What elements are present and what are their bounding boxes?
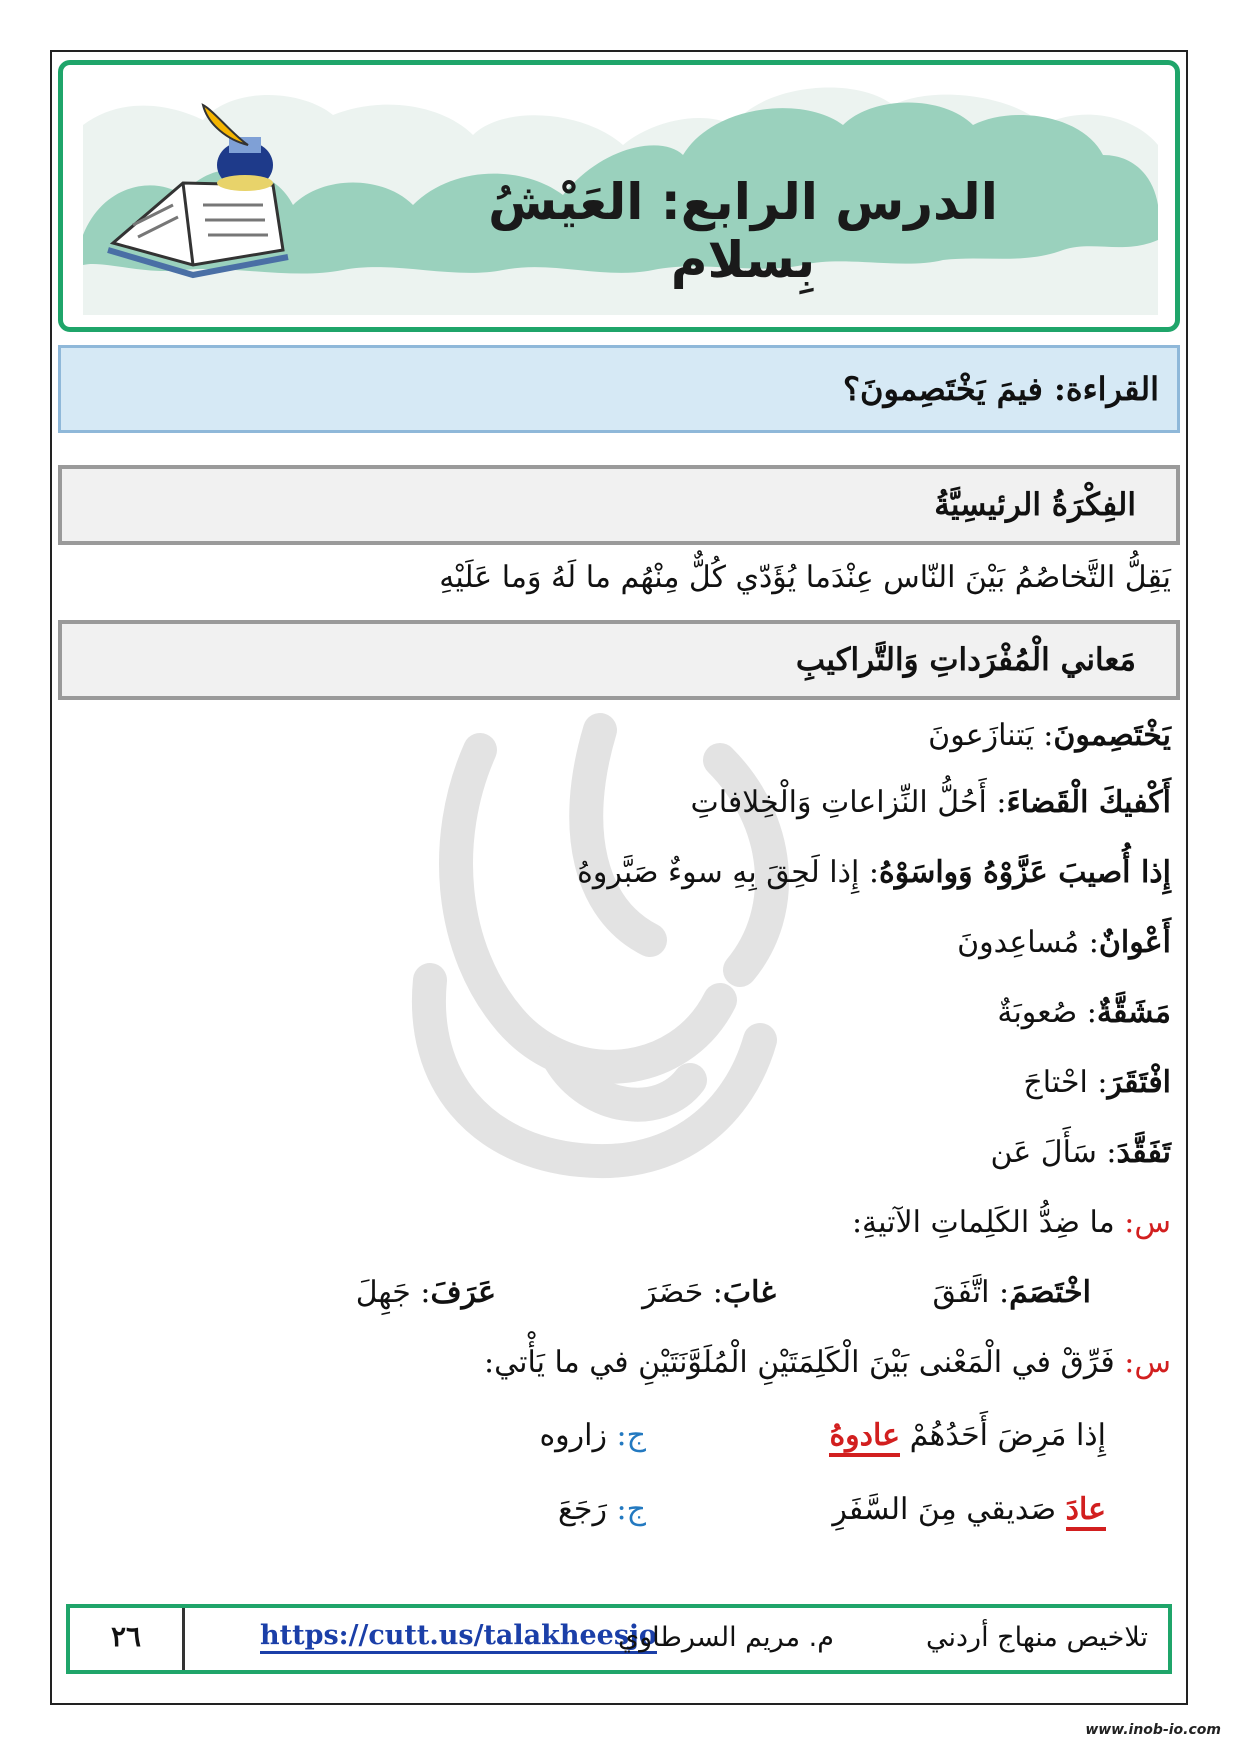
highlighted-word: عادَ [1066,1492,1106,1531]
vocab-term: تَفَقَّدَ [1116,1135,1171,1170]
page-number: ٢٦ [110,1620,142,1653]
opposite-pair: اخْتَصَمَ: اتَّفَقَ [932,1275,1091,1310]
vocabulary-heading: مَعاني الْمُفْرَداتِ وَالتَّراكيبِ [795,642,1136,678]
site-credit: www.inob-io.com [1085,1722,1221,1738]
answer-label: ج: [616,1418,646,1453]
page-footer [66,1604,1172,1674]
question-text: فَرِّقْ في الْمَعْنى بَيْنَ الْكَلِمَتَيْنِ الْمُلَوَّنَتَيْنِ في ما يَأْتي: [484,1345,1115,1380]
opposite-pair: غابَ: حَضَرَ [642,1275,776,1310]
question-2 [484,1345,1171,1380]
vocab-term: أَعْوانٌ [1098,925,1171,960]
footer-link[interactable]: https://cutt.us/talakheesjo [260,1620,657,1654]
opposite-word: عَرَفَ [430,1275,496,1310]
vocab-row: تَفَقَّدَ: سَأَلَ عَن [990,1135,1171,1170]
vocab-meaning: صُعوبَةٌ [997,995,1078,1030]
question-label: س: [1124,1205,1171,1240]
opposite-pair: عَرَفَ: جَهِلَ [355,1275,496,1310]
highlighted-word: عادوهُ [829,1418,900,1457]
vocab-meaning: سَأَلَ عَن [990,1135,1097,1170]
vocab-row: إِذا أُصيبَ عَزَّوْهُ وَواسَوْهُ: إِذا لَحِقَ بِهِ سوءٌ صَبَّروهُ [577,855,1171,890]
vocab-row: مَشَقَّةٌ: صُعوبَةٌ [997,995,1171,1030]
reading-title-box [58,345,1180,433]
sentence-row [832,1492,1106,1527]
opposite-word: اخْتَصَمَ [1009,1275,1091,1310]
vocab-meaning: احْتاجَ [1023,1065,1088,1100]
vocab-term: إِذا أُصيبَ عَزَّوْهُ وَواسَوْهُ [878,855,1171,890]
opposite-answer: جَهِلَ [355,1275,411,1310]
vocab-term: مَشَقَّةٌ [1096,995,1171,1030]
sentence-after: صَديقي مِنَ السَّفَرِ [832,1492,1057,1527]
vocab-meaning: إِذا لَحِقَ بِهِ سوءٌ صَبَّروهُ [577,855,860,890]
vocab-row: أَكْفيكَ الْقَضاءَ: أَحُلُّ النِّزاعاتِ وَالْخِلافاتِ [690,785,1171,820]
opposite-word: غابَ [722,1275,776,1310]
vocab-term: افْتَقَرَ [1107,1065,1171,1100]
answer-row [558,1492,646,1527]
footer-divider [182,1608,185,1670]
question-1 [852,1205,1171,1240]
question-text: ما ضِدُّ الكَلِماتِ الآتيةِ: [851,1205,1115,1240]
vocab-meaning: مُساعِدونَ [957,925,1080,960]
sentence-row [829,1418,1106,1453]
main-idea-text: يَقِلُّ التَّخاصُمُ بَيْنَ النّاس عِنْدَما يُؤَدّي كُلٌّ مِنْهُم ما لَهُ وَما عَلَيْهِ [439,560,1171,595]
vocab-meaning: يَتنازَعونَ [928,718,1034,753]
reading-title: القراءة: فيمَ يَخْتَصِمونَ؟ [842,370,1159,408]
opposite-answer: اتَّفَقَ [932,1275,990,1310]
footer-author: م. مريم السرطاوي [618,1622,834,1653]
answer-text: زاروه [539,1418,607,1453]
main-idea-heading: الفِكْرَةُ الرئيسِيَّةُ [934,487,1136,523]
lesson-title: الدرس الرابع: العَيْشُ بِسلام [488,173,998,289]
vocab-meaning: أَحُلُّ النِّزاعاتِ وَالْخِلافاتِ [690,785,987,820]
footer-brand: تلاخيص منهاج أردني [926,1622,1148,1653]
vocab-term: يَخْتَصِمونَ [1053,718,1171,753]
watermark-calligraphy [360,680,880,1240]
answer-text: رَجَعَ [557,1492,607,1527]
vocab-row: أَعْوانٌ: مُساعِدونَ [957,925,1171,960]
vocab-term: أَكْفيكَ الْقَضاءَ [1006,785,1171,820]
answer-label: ج: [616,1492,646,1527]
question-label: س: [1124,1345,1171,1380]
vocab-row: يَخْتَصِمونَ: يَتنازَعونَ [928,718,1171,753]
main-idea-heading-box [58,465,1180,545]
answer-row [539,1418,646,1453]
vocab-row: افْتَقَرَ: احْتاجَ [1023,1065,1171,1100]
opposite-answer: حَضَرَ [642,1275,704,1310]
lesson-header-banner [58,60,1180,332]
sentence-before: إِذا مَرِضَ أَحَدُهُمْ [909,1418,1106,1453]
